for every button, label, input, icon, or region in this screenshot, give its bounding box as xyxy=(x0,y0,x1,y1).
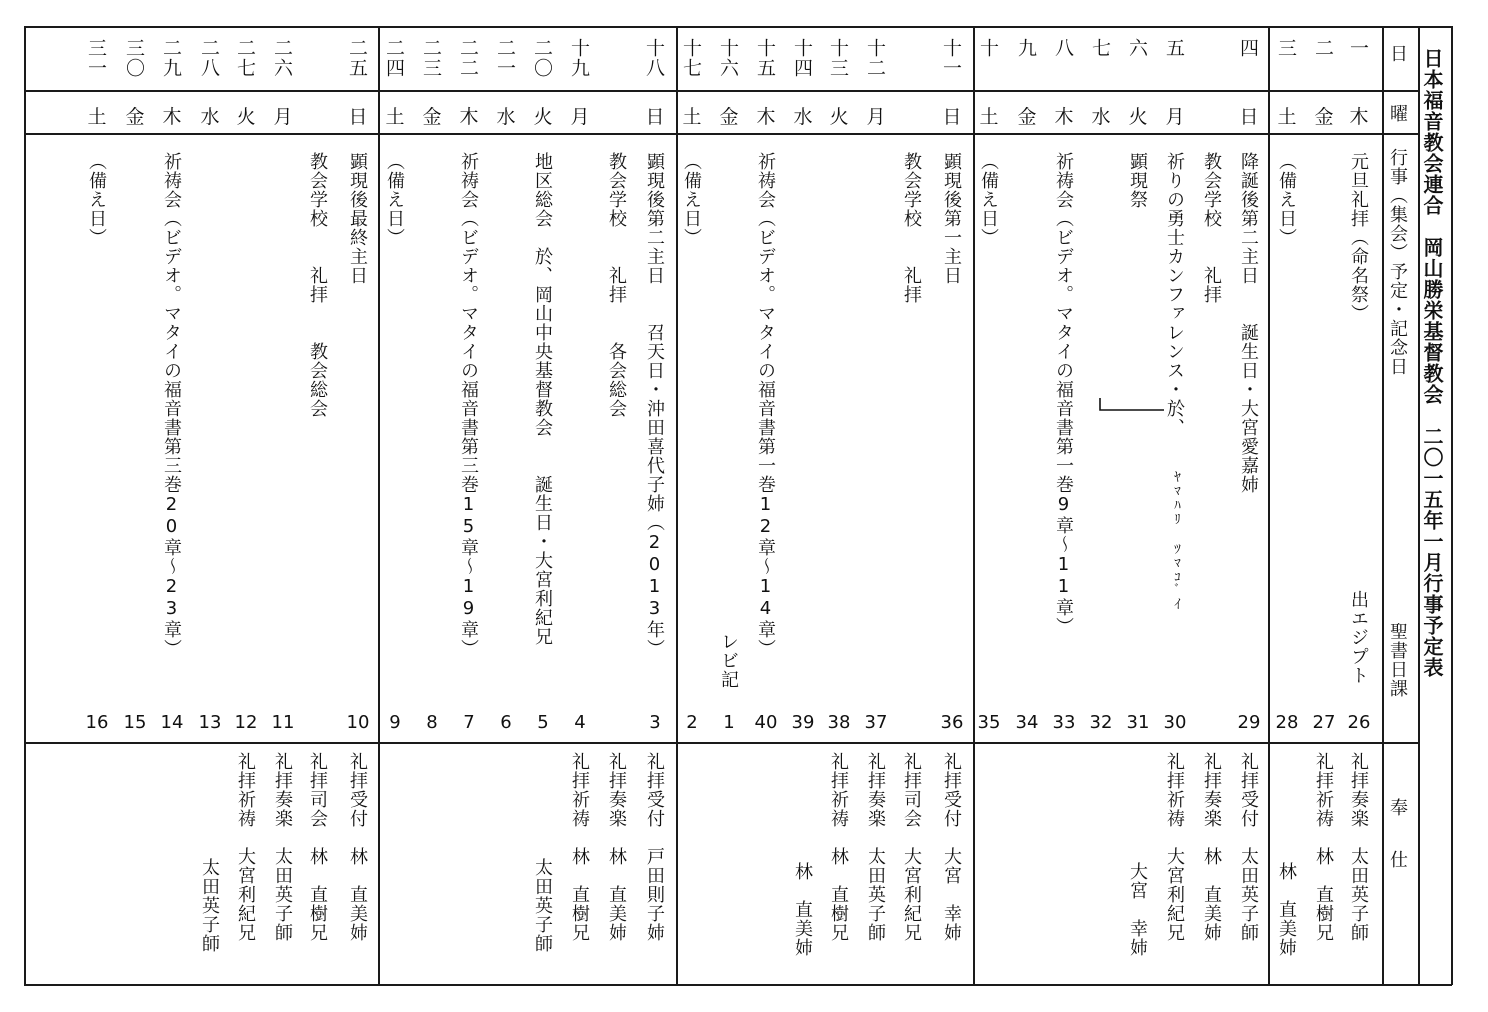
service-assignment: 礼拝祈祷 大宮利紀兄 xyxy=(1164,752,1185,942)
event-text: 祈祷会（ビデオ。マタイの福音書第一巻12章〜14章） xyxy=(755,152,776,658)
weekday: 木 xyxy=(1054,106,1074,128)
event-text: 祈祷会（ビデオ。マタイの福音書第三巻20章〜23章） xyxy=(161,152,182,658)
reading-number: 3 xyxy=(649,712,661,733)
day-number: 十四 xyxy=(791,38,813,78)
header-weekday: 曜 xyxy=(1387,104,1408,123)
reading-number: 12 xyxy=(234,712,258,733)
day-number: 十九 xyxy=(568,38,590,78)
event-text: （備え日） xyxy=(86,152,107,247)
event-text: 顕現後第一主日 xyxy=(941,152,962,285)
reading-number: 38 xyxy=(827,712,851,733)
reading-number: 27 xyxy=(1312,712,1336,733)
reading-number: 30 xyxy=(1163,712,1187,733)
service-assignment: 太田英子師 xyxy=(199,858,220,953)
weekday: 火 xyxy=(1128,106,1148,128)
weekday: 金 xyxy=(422,106,442,128)
weekday: 木 xyxy=(1349,106,1369,128)
event-text: （備え日） xyxy=(384,152,405,247)
day-number: 二四 xyxy=(383,38,405,78)
day-number: 四 xyxy=(1237,38,1259,58)
service-assignment: 礼拝受付 戸田則子姉 xyxy=(644,752,665,942)
weekday: 水 xyxy=(496,106,516,128)
day-number: 二三 xyxy=(420,38,442,78)
event-text: 顕現後最終主日 xyxy=(347,152,368,285)
weekday: 土 xyxy=(979,106,999,128)
weekday: 土 xyxy=(682,106,702,128)
day-number: 十 xyxy=(977,38,999,58)
bible-book: 出エジプト xyxy=(1348,590,1369,685)
reading-number: 6 xyxy=(500,712,512,733)
reading-number: 33 xyxy=(1052,712,1076,733)
day-number: 十七 xyxy=(680,38,702,78)
day-number: 二二 xyxy=(457,38,479,78)
service-assignment: 礼拝受付 大宮 幸姉 xyxy=(941,752,962,942)
weekday: 土 xyxy=(1277,106,1297,128)
event-text: （備え日） xyxy=(978,152,999,247)
reading-number: 31 xyxy=(1126,712,1150,733)
event-venue-note: ﾔﾏﾊﾘ ﾂﾏｺﾞｲ xyxy=(1168,470,1183,611)
conference-bracket xyxy=(1096,398,1176,418)
weekday: 木 xyxy=(162,106,182,128)
service-assignment: 礼拝奏楽 太田英子師 xyxy=(1348,752,1369,942)
service-assignment: 礼拝奏楽 林 直美姉 xyxy=(606,752,627,942)
service-assignment: 礼拝奏楽 林 直美姉 xyxy=(1201,752,1222,942)
header-day: 日 xyxy=(1387,44,1408,63)
weekday: 月 xyxy=(570,106,590,128)
reading-number: 28 xyxy=(1275,712,1299,733)
header-events: 行事（集会）予定・記念日 xyxy=(1387,148,1408,376)
frame-right xyxy=(1451,26,1453,985)
reading-number: 26 xyxy=(1347,712,1371,733)
weekday: 水 xyxy=(1091,106,1111,128)
event-text: 教会学校 礼拝 xyxy=(901,152,922,304)
day-number: 一 xyxy=(1347,38,1369,58)
frame-bottom xyxy=(24,984,1452,986)
reading-number: 36 xyxy=(940,712,964,733)
event-text: 教会学校 礼拝 教会総会 xyxy=(307,152,328,418)
day-number: 二五 xyxy=(346,38,368,78)
weekday: 日 xyxy=(645,106,665,128)
reading-number: 9 xyxy=(389,712,401,733)
service-assignment: 礼拝受付 太田英子師 xyxy=(1238,752,1259,942)
service-assignment: 礼拝祈祷 林 直樹兄 xyxy=(1313,752,1334,942)
event-text: 降誕後第二主日 誕生日・大宮愛嘉姉 xyxy=(1238,152,1259,494)
reading-number: 16 xyxy=(85,712,109,733)
header-divider xyxy=(1382,26,1384,985)
day-number: 七 xyxy=(1089,38,1111,58)
document-title: 日本福音教会連合 岡山勝栄基督教会 二〇一五年一月行事予定表 xyxy=(1420,48,1444,678)
event-text: 祈祷会（ビデオ。マタイの福音書第一巻9章〜11章） xyxy=(1053,152,1074,636)
event-text: 顕現祭 xyxy=(1127,152,1148,209)
service-assignment: 礼拝受付 林 直美姉 xyxy=(347,752,368,942)
day-number: 三一 xyxy=(85,38,107,78)
day-number: 八 xyxy=(1052,38,1074,58)
service-assignment: 大宮 幸姉 xyxy=(1127,862,1148,957)
weekday: 木 xyxy=(459,106,479,128)
event-text: 祈祷会（ビデオ。マタイの福音書第三巻15章〜19章） xyxy=(458,152,479,658)
weekday: 水 xyxy=(793,106,813,128)
row-line-dow xyxy=(24,133,1418,135)
header-bible: 聖書日課 xyxy=(1387,622,1408,698)
day-number: 二八 xyxy=(198,38,220,78)
weekday: 月 xyxy=(1165,106,1185,128)
day-number: 九 xyxy=(1015,38,1037,58)
day-number: 五 xyxy=(1163,38,1185,58)
day-number: 十二 xyxy=(864,38,886,78)
day-number: 二 xyxy=(1312,38,1334,58)
reading-number: 32 xyxy=(1089,712,1113,733)
weekday: 月 xyxy=(273,106,293,128)
event-text: （備え日） xyxy=(681,152,702,247)
reading-number: 4 xyxy=(574,712,586,733)
weekday: 日 xyxy=(1239,106,1259,128)
service-assignment: 礼拝司会 林 直樹兄 xyxy=(307,752,328,942)
reading-number: 13 xyxy=(198,712,222,733)
service-assignment: 林 直美姉 xyxy=(1276,862,1297,957)
reading-number: 2 xyxy=(686,712,698,733)
reading-number: 39 xyxy=(791,712,815,733)
event-text: 顕現後第二主日 召天日・沖田喜代子姉（2013年） xyxy=(644,152,665,658)
reading-number: 40 xyxy=(754,712,778,733)
weekday: 木 xyxy=(756,106,776,128)
event-text: 教会学校 礼拝 xyxy=(1201,152,1222,304)
day-number: 十六 xyxy=(717,38,739,78)
week-divider-2 xyxy=(973,26,975,985)
weekday: 日 xyxy=(942,106,962,128)
service-assignment: 礼拝祈祷 林 直樹兄 xyxy=(828,752,849,942)
weekday: 水 xyxy=(200,106,220,128)
day-number: 十三 xyxy=(827,38,849,78)
reading-number: 15 xyxy=(123,712,147,733)
day-number: 三〇 xyxy=(123,38,145,78)
event-text: （備え日） xyxy=(1276,152,1297,247)
service-assignment: 礼拝奏楽 太田英子師 xyxy=(865,752,886,942)
day-number: 十八 xyxy=(643,38,665,78)
weekday: 金 xyxy=(125,106,145,128)
header-service: 奉 仕 xyxy=(1387,798,1408,876)
event-text: 元旦礼拝（命名祭） xyxy=(1348,152,1369,323)
reading-number: 5 xyxy=(537,712,549,733)
weekday: 火 xyxy=(829,106,849,128)
service-assignment: 林 直美姉 xyxy=(792,862,813,957)
event-text: 祈りの勇士カンファレンス・於、 xyxy=(1164,152,1185,437)
weekday: 金 xyxy=(719,106,739,128)
reading-number: 1 xyxy=(723,712,735,733)
event-text: 地区総会 於、岡山中央基督教会 誕生日・大宮利紀兄 xyxy=(532,152,553,646)
weekday: 金 xyxy=(1017,106,1037,128)
reading-number: 34 xyxy=(1015,712,1039,733)
reading-number: 14 xyxy=(160,712,184,733)
service-assignment: 礼拝祈祷 林 直樹兄 xyxy=(569,752,590,942)
day-number: 二〇 xyxy=(531,38,553,78)
week-divider-4 xyxy=(378,26,380,985)
reading-number: 10 xyxy=(346,712,370,733)
frame-top xyxy=(24,26,1452,28)
weekday: 月 xyxy=(866,106,886,128)
reading-number: 11 xyxy=(271,712,295,733)
reading-number: 8 xyxy=(426,712,438,733)
reading-number: 37 xyxy=(864,712,888,733)
weekday: 火 xyxy=(533,106,553,128)
service-assignment: 太田英子師 xyxy=(532,858,553,953)
weekday: 土 xyxy=(385,106,405,128)
service-assignment: 礼拝奏楽 太田英子師 xyxy=(272,752,293,942)
day-number: 二六 xyxy=(271,38,293,78)
day-number: 十五 xyxy=(754,38,776,78)
day-number: 三 xyxy=(1275,38,1297,58)
row-line-events xyxy=(24,742,1418,744)
bible-book: レビ記 xyxy=(718,632,739,689)
week-divider-1 xyxy=(1268,26,1270,985)
day-number: 六 xyxy=(1126,38,1148,58)
weekday: 金 xyxy=(1314,106,1334,128)
weekday: 土 xyxy=(87,106,107,128)
reading-number: 29 xyxy=(1237,712,1261,733)
service-assignment: 礼拝祈祷 大宮利紀兄 xyxy=(235,752,256,942)
weekday: 火 xyxy=(236,106,256,128)
frame-left xyxy=(24,26,26,985)
day-number: 二一 xyxy=(494,38,516,78)
service-assignment: 礼拝司会 大宮利紀兄 xyxy=(901,752,922,942)
reading-number: 7 xyxy=(463,712,475,733)
weekday: 日 xyxy=(348,106,368,128)
week-divider-3 xyxy=(676,26,678,985)
event-text: 教会学校 礼拝 各会総会 xyxy=(606,152,627,418)
day-number: 二九 xyxy=(160,38,182,78)
reading-number: 35 xyxy=(977,712,1001,733)
day-number: 十一 xyxy=(940,38,962,78)
row-line-day xyxy=(24,90,1418,92)
day-number: 二七 xyxy=(234,38,256,78)
